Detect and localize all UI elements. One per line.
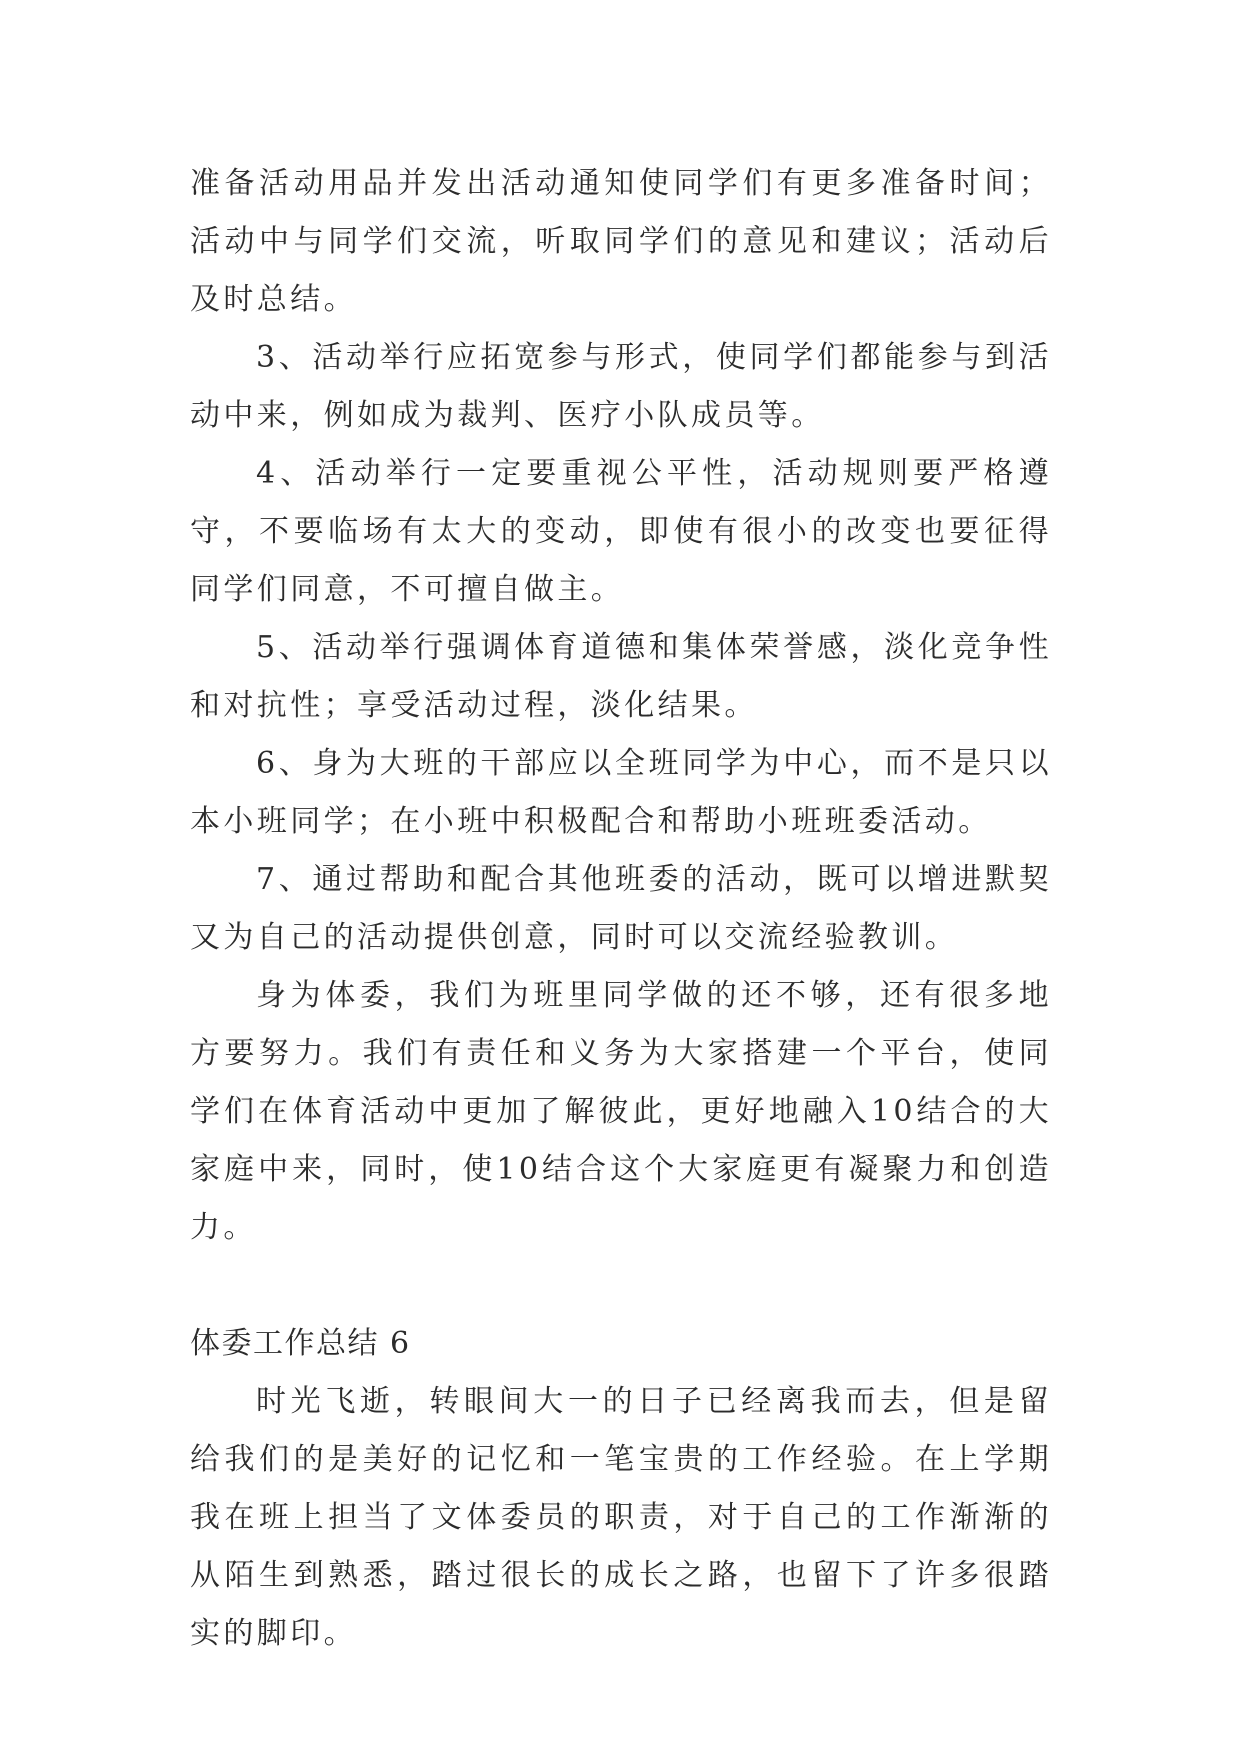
paragraph-item-6: 6、身为大班的干部应以全班同学为中心，而不是只以本小班同学；在小班中积极配合和帮助小班班委活动。 bbox=[190, 746, 1052, 839]
document-body bbox=[190, 155, 1052, 1663]
paragraph-item-7: 7、通过帮助和配合其他班委的活动，既可以增进默契又为自己的活动提供创意，同时可以交流经验教训。 bbox=[190, 862, 1052, 955]
section-paragraph: 时光飞逝，转眼间大一的日子已经离我而去，但是留给我们的是美好的记忆和一笔宝贵的工作经验。在上学期我在班上担当了文体委员的职责，对于自己的工作渐渐的从陌生到熟悉，踏过很长的成长之路，也留下了许多很踏实的脚印。 bbox=[190, 1384, 1052, 1651]
section-title: 体委工作总结 6 bbox=[190, 1326, 411, 1361]
paragraph-item-3: 3、活动举行应拓宽参与形式，使同学们都能参与到活动中来，例如成为裁判、医疗小队成员等。 bbox=[190, 340, 1052, 433]
paragraph-continued: 准备活动用品并发出活动通知使同学们有更多准备时间；活动中与同学们交流，听取同学们的意见和建议；活动后及时总结。 bbox=[190, 166, 1052, 317]
paragraph-item-5: 5、活动举行强调体育道德和集体荣誉感，淡化竞争性和对抗性；享受活动过程，淡化结果。 bbox=[190, 630, 1052, 723]
paragraph-item-4: 4、活动举行一定要重视公平性，活动规则要严格遵守，不要临场有太大的变动，即使有很小的改变也要征得同学们同意，不可擅自做主。 bbox=[190, 456, 1052, 607]
paragraph-conclusion: 身为体委，我们为班里同学做的还不够，还有很多地方要努力。我们有责任和义务为大家搭建一个平台，使同学们在体育活动中更加了解彼此，更好地融入10结合的大家庭中来，同时，使10结合这个大家庭更有凝聚力和创造力。 bbox=[190, 978, 1052, 1245]
